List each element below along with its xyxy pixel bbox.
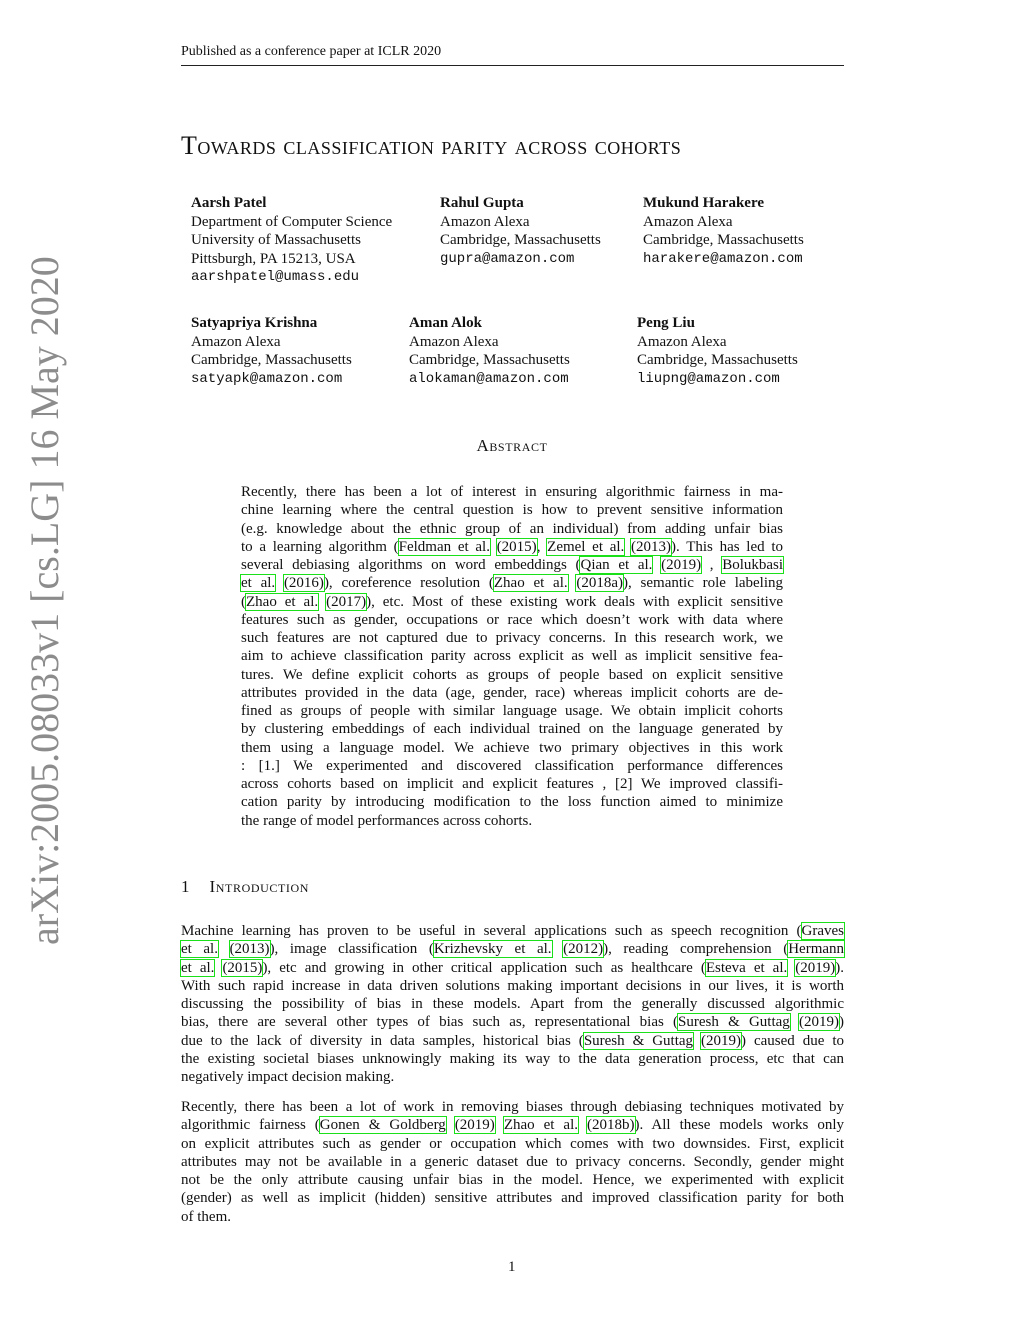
text-run: such features are not captured due to privacy concerns. In this research work, we [241, 630, 783, 646]
section-title: Introduction [209, 877, 310, 896]
section-number: 1 [181, 877, 191, 896]
citation-link[interactable]: Feldman et al. [398, 538, 490, 555]
text-run: (gender) as well as implicit (hidden) sensitive attributes and improved classification parity for both [181, 1190, 844, 1207]
text-line [181, 959, 844, 977]
citation-link[interactable]: et al. [181, 941, 218, 958]
author-email[interactable]: alokaman@amazon.com [409, 370, 569, 387]
citation-link[interactable]: Gonen & Goldberg [319, 1117, 446, 1134]
text-run: across cohorts based on implicit and explicit features , [2] We improved classifi- [241, 776, 783, 792]
citation-link[interactable]: (2019) [799, 1014, 840, 1031]
text-line [241, 611, 783, 629]
text-run: (e.g. knowledge about the ethnic group of an individual) from adding unfair bias [241, 520, 783, 537]
text-run: ( [241, 593, 246, 610]
author-affiliation: Amazon Alexa [643, 213, 733, 230]
text-run: aim to achieve classification parity across explicit as well as implicit sensitive fea- [241, 648, 783, 665]
text-run [790, 1014, 799, 1030]
text-run: Machine learning has proven to be useful in several applications such as speech recognition ( [181, 923, 802, 939]
citation-link[interactable]: Hermann [788, 941, 845, 958]
arxiv-side-identifier: arXiv:2005.08033v1 [cs.LG] 16 May 2020 [22, 256, 67, 945]
text-run [693, 1033, 701, 1049]
text-line [241, 483, 783, 501]
text-run: ) [839, 1014, 845, 1031]
author-name: Aman Alok [409, 315, 482, 331]
citation-link[interactable]: (2018a) [576, 575, 624, 592]
text-line [241, 739, 783, 757]
citation-link[interactable]: (2013) [631, 538, 672, 555]
text-run: tures. We define explicit cohorts as groups of people based on explicit sensitive [241, 666, 783, 683]
text-run: due to the lack of diversity in data samples, historical bias ( [181, 1032, 584, 1049]
header-rule [181, 65, 844, 66]
text-line [181, 977, 844, 995]
text-run: several debiasing algorithms on word embeddings ( [241, 557, 581, 573]
text-line [181, 1050, 844, 1068]
author-affiliation: Cambridge, Massachusetts [409, 352, 570, 368]
citation-link[interactable]: Zhao et al. [493, 575, 568, 592]
author-name: Mukund Harakere [643, 195, 764, 211]
text-run: discussing the possibility of bias in these models. Apart from the generally discussed algorithmic [181, 996, 844, 1012]
text-line [241, 520, 783, 538]
text-line [181, 1208, 844, 1226]
text-run: to a learning algorithm ( [241, 538, 399, 555]
intro-paragraph-2 [181, 1098, 844, 1226]
text-run: chine learning where the central question is how to prevent sensitive information [241, 502, 783, 519]
citation-link[interactable]: Qian et al. [580, 557, 653, 573]
text-run: by clustering embeddings of each individual trained on the language generated by [241, 721, 783, 738]
author-block [191, 194, 392, 287]
citation-link[interactable]: (2018b) [587, 1117, 635, 1134]
text-line [241, 702, 783, 720]
citation-link[interactable]: (2017) [326, 593, 367, 610]
intro-paragraph-1 [181, 922, 844, 1086]
author-affiliation: Cambridge, Massachusetts [440, 232, 601, 248]
text-run: : [1.] We experimented and discovered classification performance differences [241, 757, 783, 774]
text-line [181, 995, 844, 1013]
text-run: cation parity by introducing modification to the loss function aimed to minimize [241, 794, 783, 811]
text-run: negatively impact decision making. [181, 1069, 395, 1085]
citation-link[interactable]: (2019) [454, 1117, 495, 1134]
abstract-body [241, 483, 783, 830]
text-run: ). This has led to [671, 538, 783, 555]
citation-link[interactable]: Zhao et al. [503, 1117, 579, 1134]
text-line [181, 1171, 844, 1189]
author-block [409, 314, 570, 388]
text-run: them using a language model. We achieve two primary objectives in this work [241, 739, 783, 756]
text-run [318, 594, 326, 610]
text-line [181, 1098, 844, 1116]
text-run: fined as groups of people with similar language usage. We obtain implicit cohorts [241, 703, 783, 719]
citation-link[interactable]: (2019) [701, 1032, 741, 1049]
text-run: features such as gender, occupations or race which doesn’t work with data where [241, 611, 783, 628]
text-run: algorithmic fairness ( [181, 1117, 320, 1134]
text-run [446, 1117, 455, 1133]
section-heading [181, 877, 309, 897]
conference-header: Published as a conference paper at ICLR 2020 [181, 44, 442, 59]
citation-link[interactable]: Krizhevsky et al. [433, 941, 552, 958]
citation-link[interactable]: (2015) [222, 959, 263, 976]
citation-link[interactable]: Suresh & Guttag [678, 1014, 790, 1031]
author-name: Peng Liu [637, 315, 695, 331]
text-run: Recently, there has been a lot of interest in ensuring algorithmic fairness in ma- [241, 484, 783, 500]
citation-link[interactable]: (2019) [661, 557, 702, 573]
author-affiliation: Amazon Alexa [191, 333, 281, 350]
text-line [181, 1116, 844, 1134]
author-email[interactable]: liupng@amazon.com [637, 370, 780, 387]
text-run [578, 1117, 587, 1133]
author-affiliation: Cambridge, Massachusetts [191, 352, 352, 368]
text-line [241, 574, 783, 592]
text-run [652, 557, 661, 573]
citation-link[interactable]: Bolukbasi [722, 557, 784, 573]
text-run: , [536, 538, 548, 555]
text-run: not be the only attribute causing unfair bias in the model. Hence, we experimented with explicit [181, 1172, 844, 1188]
text-run [552, 941, 564, 957]
citation-link[interactable]: et al. [241, 575, 276, 592]
text-run: attributes provided in the data (age, gender, race) whereas implicit cohorts are de- [241, 684, 783, 701]
author-affiliation: Cambridge, Massachusetts [637, 352, 798, 368]
text-line [181, 1032, 844, 1050]
text-run: ), etc. Most of these existing work deals with explicit sensitive [366, 593, 783, 610]
text-run: on explicit attributes such as gender or occupation which comes with two downsides. First, explicit [181, 1135, 844, 1152]
author-name: Rahul Gupta [440, 195, 524, 211]
text-line [241, 684, 783, 702]
author-block [643, 194, 804, 268]
text-run: ), coreference resolution ( [323, 575, 494, 592]
citation-link[interactable]: et al. [181, 959, 215, 976]
text-line [241, 775, 783, 793]
text-line [241, 538, 783, 556]
author-affiliation: Department of Computer Science [191, 213, 393, 230]
author-affiliation: Amazon Alexa [409, 333, 499, 350]
citation-link[interactable]: Graves [801, 923, 844, 939]
citation-link[interactable]: (2013) [229, 941, 270, 958]
author-email[interactable]: gupra@amazon.com [440, 250, 575, 267]
author-affiliation: University of Massachusetts [191, 232, 361, 248]
text-run: ), etc and growing in other critical application such as healthcare ( [262, 959, 706, 976]
text-run: ). All these models works only [634, 1117, 845, 1134]
text-line [241, 593, 783, 611]
text-run: With such rapid increase in data driven solutions making important decisions in our lives, it is worth [181, 977, 844, 994]
author-affiliation: Pittsburgh, PA 15213, USA [191, 250, 356, 267]
author-affiliation: Amazon Alexa [440, 213, 530, 230]
text-line [241, 666, 783, 684]
text-run: attributes may not be available in a generic dataset due to privacy concerns. Secondly, gender might [181, 1153, 844, 1170]
text-line [241, 812, 783, 830]
text-line [181, 1153, 844, 1171]
author-block [440, 194, 601, 268]
text-line [181, 1135, 844, 1153]
citation-link[interactable]: (2016) [283, 575, 324, 592]
text-run: ), reading comprehension ( [603, 941, 789, 958]
text-run: ), image classification ( [269, 941, 434, 958]
citation-link[interactable]: (2015) [496, 538, 537, 555]
citation-link[interactable]: Suresh & Guttag [583, 1032, 694, 1049]
page-number: 1 [508, 1259, 516, 1275]
text-line [241, 556, 783, 574]
text-run: of them. [181, 1208, 231, 1225]
author-email[interactable]: aarshpatel@umass.edu [191, 269, 360, 285]
text-run: ), semantic role labeling [623, 575, 784, 592]
author-name: Aarsh Patel [191, 195, 267, 211]
text-line [241, 793, 783, 811]
text-run [495, 1117, 504, 1133]
text-line [241, 757, 783, 775]
text-run [275, 575, 284, 591]
text-run: ). [835, 959, 845, 976]
paper-title: Towards classification parity across cohorts [181, 131, 682, 160]
text-run [218, 941, 230, 957]
author-block [191, 314, 352, 388]
text-line [181, 1013, 844, 1031]
citation-link[interactable]: (2019) [795, 959, 836, 976]
abstract-heading: Abstract [476, 436, 548, 455]
text-run: , [701, 557, 723, 573]
citation-link[interactable]: Esteva et al. [705, 959, 788, 976]
author-block [637, 314, 798, 388]
text-run: bias, there are several other types of bias such as, representational bias ( [181, 1014, 679, 1031]
text-line [181, 922, 844, 940]
citation-link[interactable]: Zhao et al. [246, 593, 319, 610]
author-email[interactable]: harakere@amazon.com [643, 250, 803, 267]
text-line [181, 1189, 844, 1207]
text-run [624, 539, 631, 555]
author-name: Satyapriya Krishna [191, 315, 318, 331]
text-line [181, 1068, 844, 1086]
author-affiliation: Cambridge, Massachusetts [643, 232, 804, 248]
text-run: the existing societal biases unknowingly making its way to the data generation process, etc that can [181, 1050, 844, 1067]
text-line [241, 629, 783, 647]
text-run: ) caused due to [741, 1032, 844, 1049]
text-run [490, 539, 497, 555]
author-affiliation: Amazon Alexa [637, 333, 727, 350]
citation-link[interactable]: Zemel et al. [547, 538, 625, 555]
text-line [241, 501, 783, 519]
text-line [181, 940, 844, 958]
text-line [241, 720, 783, 738]
text-run: the range of model performances across cohorts. [241, 812, 533, 829]
text-run: Recently, there has been a lot of work in removing biases through debiasing techniques motivated by [181, 1099, 844, 1115]
author-email[interactable]: satyapk@amazon.com [191, 370, 343, 387]
citation-link[interactable]: (2012) [563, 941, 604, 958]
text-line [241, 647, 783, 665]
